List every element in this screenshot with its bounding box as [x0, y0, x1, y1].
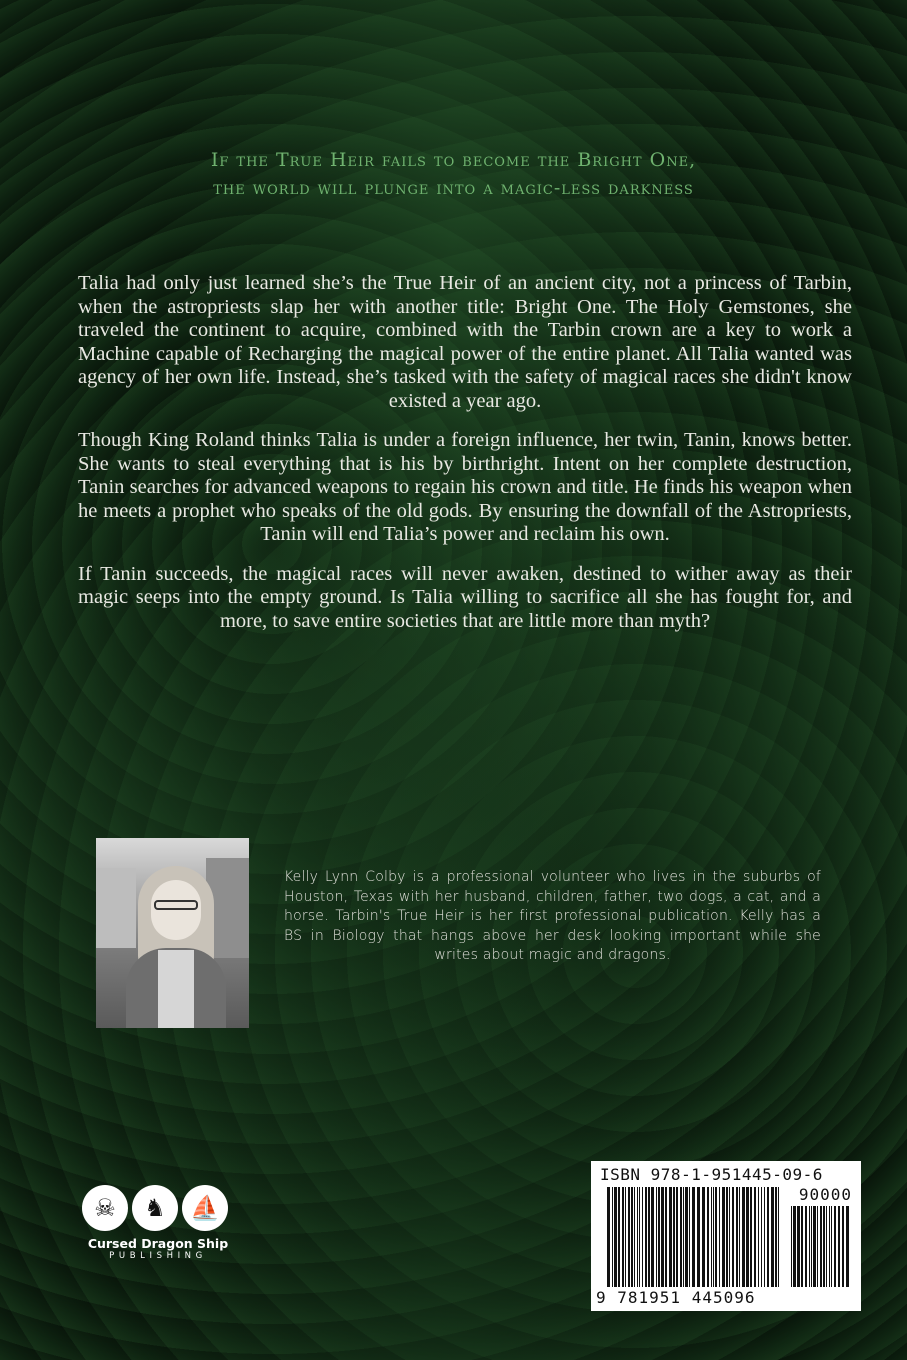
tagline: [0, 146, 907, 202]
blurb-paragraph: Though King Roland thinks Talia is under a foreign influence, her twin, Tanin, knows better. She wants to steal everything that is his by birthright. Intent on her complete destruction, Tanin searches for advanced weapons to regain his crown and title. He finds his weapon when he meets a prophet who speaks of the old gods. By ensuring the downfall of the Astropriests, Tanin will end Talia’s power and reclaim his own.: [78, 429, 852, 545]
blurb-paragraph: If Tanin succeeds, the magical races will never awaken, destined to wither away as their magic seeps into the empty ground. Is Talia willing to sacrifice all she has fought for, and more, to save entire societies that are little more than myth?: [78, 562, 852, 632]
tagline-line-1: If the True Heir fails to become the Bright One,: [210, 149, 697, 171]
skull-icon: ☠: [82, 1185, 128, 1231]
price-code: 90000: [798, 1185, 852, 1204]
book-blurb: [78, 272, 852, 649]
isbn-text: ISBN 978-1-951445-09-6: [600, 1165, 823, 1184]
publisher-logo: [78, 1185, 238, 1265]
publisher-subtitle: PUBLISHING: [109, 1251, 207, 1261]
author-bio: [284, 868, 821, 966]
tagline-line-2: the world will plunge into a magic-less darkness: [213, 177, 694, 199]
dragon-icon: ♞: [132, 1185, 178, 1231]
barcode-bars: [607, 1187, 779, 1287]
price-barcode-bars: [791, 1206, 849, 1287]
author-photo: [96, 838, 249, 1028]
author-bio-text: Kelly Lynn Colby is a professional volunteer who lives in the suburbs of Houston, Texas with her husband, children, father, two dogs, a cat, and a horse. Tarbin's True Heir is her first professional publication. Kelly has a BS in Biology that hangs above her desk looking important while she writes about magic and dragons.: [284, 869, 821, 963]
isbn-barcode: [591, 1161, 861, 1311]
blurb-paragraph: Talia had only just learned she’s the True Heir of an ancient city, not a princess of Tarbin, when the astropriests slap her with another title: Bright One. The Holy Gemstones, she traveled the continent to acquire, combined with the Tarbin crown are a key to work a Machine capable of Recharging the magical power of the entire planet. All Talia wanted was agency of her own life. Instead, she’s tasked with the safety of magical races she didn't know existed a year ago.: [78, 272, 852, 412]
ship-icon: ⛵: [182, 1185, 228, 1231]
publisher-name: Cursed Dragon Ship: [87, 1236, 229, 1251]
barcode-digits: 9 781951 445096: [596, 1288, 756, 1307]
